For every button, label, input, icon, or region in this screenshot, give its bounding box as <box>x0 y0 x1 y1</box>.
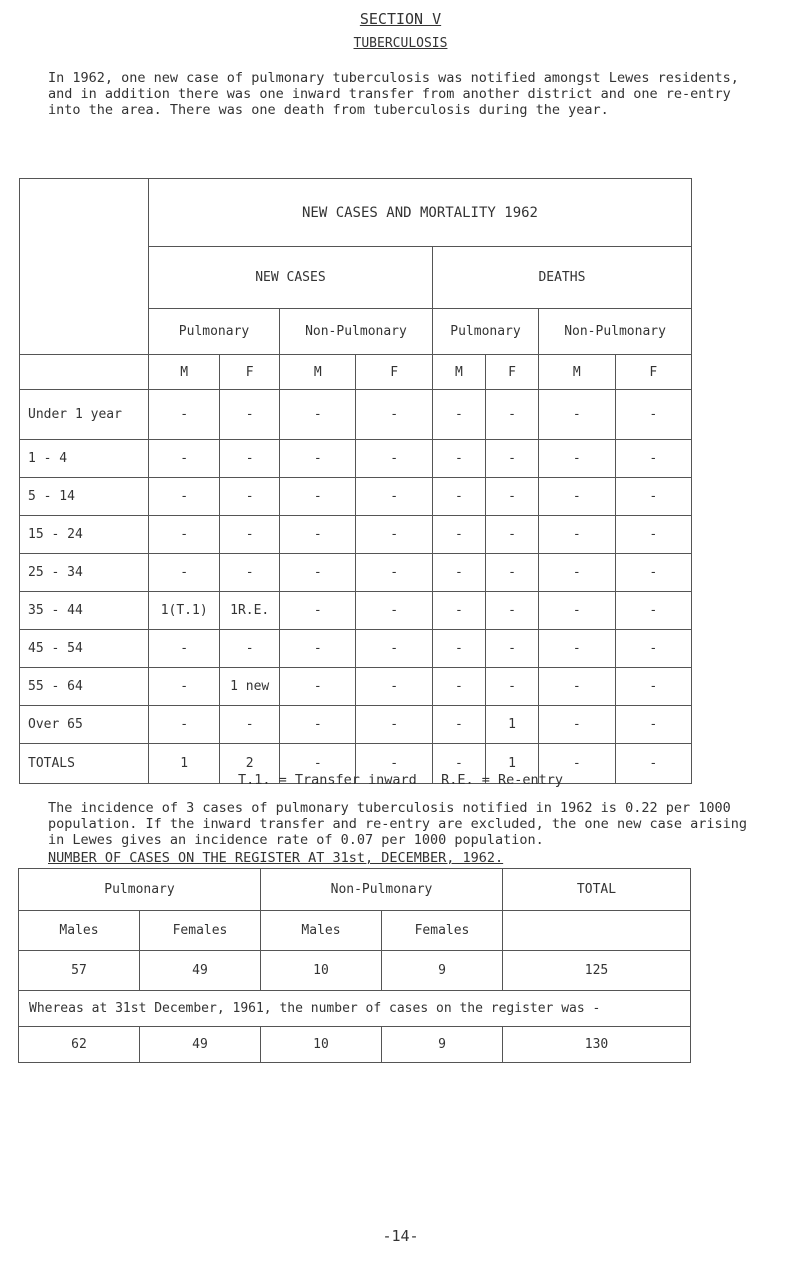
cell: - <box>432 630 485 668</box>
sex-header-f: F <box>220 355 280 390</box>
age-label: Under 1 year <box>20 390 149 440</box>
table-row <box>20 668 692 706</box>
cell: 1R.E. <box>220 592 280 630</box>
table-row <box>20 630 692 668</box>
cell: - <box>280 390 356 440</box>
cell: - <box>432 744 485 784</box>
cell: - <box>356 744 432 784</box>
cell: - <box>356 440 432 478</box>
total-header: TOTAL <box>503 869 691 911</box>
cell: - <box>539 478 615 516</box>
cell: - <box>615 478 691 516</box>
age-label: 25 - 34 <box>20 554 149 592</box>
cell: - <box>485 554 538 592</box>
cell: - <box>220 390 280 440</box>
table-row <box>20 440 692 478</box>
cell: - <box>280 554 356 592</box>
incidence-paragraph: The incidence of 3 cases of pulmonary tuberculosis notified in 1962 is 0.22 per 1000 population. If the inward transfer and re-entry are excluded, the one new case arising in Lewes gives an incidence rate of 0.07 per 1000 population. <box>48 800 747 848</box>
cell: 1 <box>485 706 538 744</box>
register-heading: NUMBER OF CASES ON THE REGISTER AT 31st, DECEMBER, 1962. <box>48 850 504 866</box>
new-cases-header: NEW CASES <box>149 247 433 309</box>
new-non-pulmonary-header: Non-Pulmonary <box>280 309 433 355</box>
cell: - <box>485 668 538 706</box>
cell: - <box>432 706 485 744</box>
table-row <box>19 951 691 991</box>
cell: 1 <box>149 744 220 784</box>
sex-header-blank <box>20 355 149 390</box>
total-blank <box>503 911 691 951</box>
cell: - <box>356 478 432 516</box>
cell: - <box>539 706 615 744</box>
table-row <box>19 1027 691 1063</box>
cell: - <box>149 668 220 706</box>
table-row <box>20 706 692 744</box>
cell: - <box>280 478 356 516</box>
cell: - <box>220 516 280 554</box>
sex-header-m: M <box>149 355 220 390</box>
cell: - <box>485 440 538 478</box>
whereas-note: Whereas at 31st December, 1961, the number of cases on the register was - <box>19 991 691 1027</box>
table-row <box>20 390 692 440</box>
cell: - <box>280 668 356 706</box>
cell: - <box>220 554 280 592</box>
register-table <box>18 868 691 1063</box>
cell: 1 new <box>220 668 280 706</box>
cell: - <box>485 592 538 630</box>
males-header: Males <box>261 911 382 951</box>
cell: - <box>149 478 220 516</box>
cell: - <box>220 440 280 478</box>
cell: - <box>149 516 220 554</box>
cell: - <box>149 554 220 592</box>
cell: 130 <box>503 1027 691 1063</box>
cell: - <box>539 744 615 784</box>
table-key: T.1. = Transfer inward R.E. = Re-entry <box>237 772 564 788</box>
cell: - <box>356 630 432 668</box>
cell: - <box>432 478 485 516</box>
cell: 1(T.1) <box>149 592 220 630</box>
cell: - <box>615 744 691 784</box>
cell: - <box>539 390 615 440</box>
sex-header-f: F <box>615 355 691 390</box>
section-heading: SECTION V <box>359 10 442 28</box>
cell: - <box>539 516 615 554</box>
age-label: 5 - 14 <box>20 478 149 516</box>
table-row <box>20 554 692 592</box>
cell: - <box>356 516 432 554</box>
sex-header-m: M <box>280 355 356 390</box>
age-label: 1 - 4 <box>20 440 149 478</box>
cell: - <box>149 630 220 668</box>
cell: - <box>356 390 432 440</box>
cell: - <box>432 390 485 440</box>
males-header: Males <box>19 911 140 951</box>
cell: 10 <box>261 951 382 991</box>
pulmonary-header: Pulmonary <box>19 869 261 911</box>
cell: - <box>280 516 356 554</box>
cell: - <box>432 668 485 706</box>
cell: - <box>149 706 220 744</box>
cell: - <box>280 592 356 630</box>
age-label: 45 - 54 <box>20 630 149 668</box>
cell: - <box>539 554 615 592</box>
females-header: Females <box>140 911 261 951</box>
cell: - <box>485 516 538 554</box>
deaths-non-pulmonary-header: Non-Pulmonary <box>539 309 692 355</box>
totals-label: TOTALS <box>20 744 149 784</box>
cell: - <box>539 630 615 668</box>
cell: - <box>615 390 691 440</box>
sex-header-f: F <box>485 355 538 390</box>
table-row <box>20 478 692 516</box>
cell: - <box>280 706 356 744</box>
age-label: Over 65 <box>20 706 149 744</box>
cell: - <box>432 516 485 554</box>
cell: - <box>539 668 615 706</box>
cell: - <box>432 554 485 592</box>
cell: 1 <box>485 744 538 784</box>
cell: - <box>539 440 615 478</box>
cell: 57 <box>19 951 140 991</box>
sex-header-m: M <box>539 355 615 390</box>
cell: 49 <box>140 951 261 991</box>
cell: 10 <box>261 1027 382 1063</box>
cell: 2 <box>220 744 280 784</box>
cell: 49 <box>140 1027 261 1063</box>
cell: - <box>149 440 220 478</box>
cell: - <box>485 630 538 668</box>
sex-header-f: F <box>356 355 432 390</box>
cell: - <box>432 440 485 478</box>
page-number: -14- <box>382 1227 419 1245</box>
cell: - <box>280 440 356 478</box>
deaths-pulmonary-header: Pulmonary <box>432 309 538 355</box>
cell: - <box>615 516 691 554</box>
cell: - <box>220 706 280 744</box>
cell: 9 <box>382 1027 503 1063</box>
cell: - <box>615 630 691 668</box>
cell: - <box>280 630 356 668</box>
table-title: NEW CASES AND MORTALITY 1962 <box>149 179 692 247</box>
cell: - <box>615 440 691 478</box>
cell: - <box>615 592 691 630</box>
cell: - <box>356 668 432 706</box>
non-pulmonary-header: Non-Pulmonary <box>261 869 503 911</box>
intro-paragraph: In 1962, one new case of pulmonary tuberculosis was notified amongst Lewes residents, and in addition there was one inward transfer from another district and one re-entry into the area. There was one death from tuberculosis during the year. <box>48 70 739 118</box>
cell: - <box>432 592 485 630</box>
females-header: Females <box>382 911 503 951</box>
table-row <box>20 592 692 630</box>
cell: - <box>615 554 691 592</box>
sex-header-m: M <box>432 355 485 390</box>
new-cases-mortality-table <box>19 178 692 784</box>
subject-heading: TUBERCULOSIS <box>353 36 448 51</box>
cell: - <box>539 592 615 630</box>
cell: - <box>356 554 432 592</box>
cell: - <box>356 706 432 744</box>
table-row <box>20 516 692 554</box>
cell: - <box>220 478 280 516</box>
cell: - <box>485 478 538 516</box>
age-label: 15 - 24 <box>20 516 149 554</box>
age-label: 35 - 44 <box>20 592 149 630</box>
cell: - <box>615 706 691 744</box>
table-corner-cell <box>20 179 149 355</box>
cell: - <box>356 592 432 630</box>
cell: 125 <box>503 951 691 991</box>
cell: - <box>149 390 220 440</box>
cell: - <box>485 390 538 440</box>
cell: 62 <box>19 1027 140 1063</box>
cell: 9 <box>382 951 503 991</box>
deaths-header: DEATHS <box>432 247 691 309</box>
cell: - <box>280 744 356 784</box>
cell: - <box>615 668 691 706</box>
age-label: 55 - 64 <box>20 668 149 706</box>
new-pulmonary-header: Pulmonary <box>149 309 280 355</box>
cell: - <box>220 630 280 668</box>
